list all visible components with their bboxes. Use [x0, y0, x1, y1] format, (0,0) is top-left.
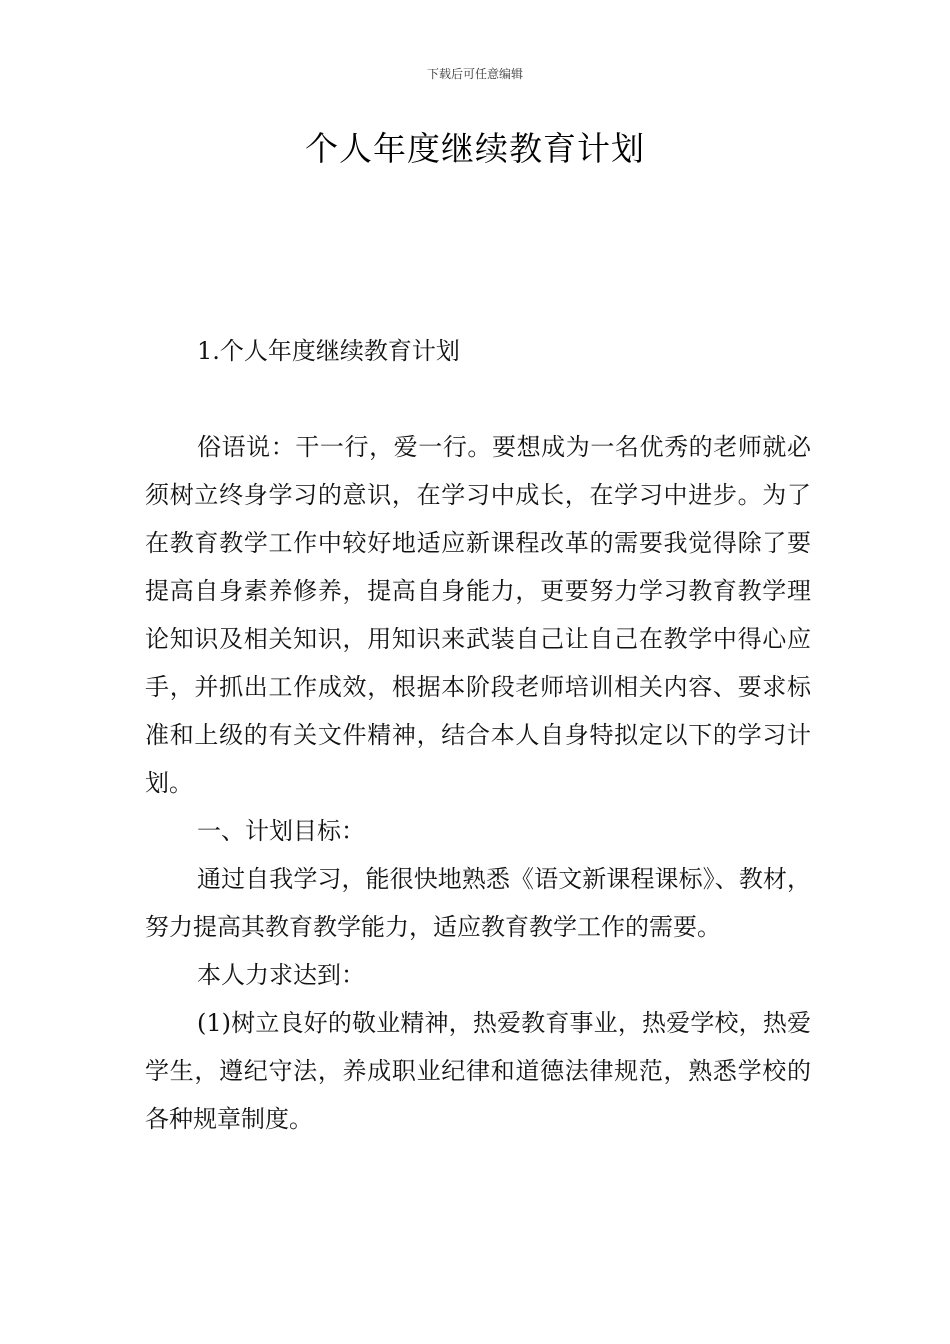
document-body [145, 423, 811, 1143]
paragraph-goal: 通过自我学习，能很快地熟悉《语文新课程课标》、教材，努力提高其教育教学能力，适应教育教学工作的需要。 [145, 865, 811, 941]
paragraph-goal-heading: 一、计划目标： [197, 817, 365, 845]
section-heading: 1.个人年度继续教育计划 [197, 337, 460, 365]
paragraph-aim-heading: 本人力求达到： [197, 961, 365, 989]
paragraph-intro: 俗语说：干一行，爱一行。要想成为一名优秀的老师就必须树立终身学习的意识，在学习中成长，在学习中进步。为了在教育教学工作中较好地适应新课程改革的需要我觉得除了要提高自身素养修养，提高自身能力，更要努力学习教育教学理论知识及相关知识，用知识来武装自己让自己在教学中得心应手，并抓出工作成效，根据本阶段老师培训相关内容、要求标准和上级的有关文件精神，结合本人自身特拟定以下的学习计划。 [145, 433, 811, 797]
header-note: 下载后可任意编辑 [426, 67, 523, 81]
paragraph-aim-1: (1)树立良好的敬业精神，热爱教育事业，热爱学校，热爱学生，遵纪守法，养成职业纪律和道德法律规范，熟悉学校的各种规章制度。 [145, 1009, 811, 1133]
document-title: 个人年度继续教育计划 [305, 129, 645, 168]
